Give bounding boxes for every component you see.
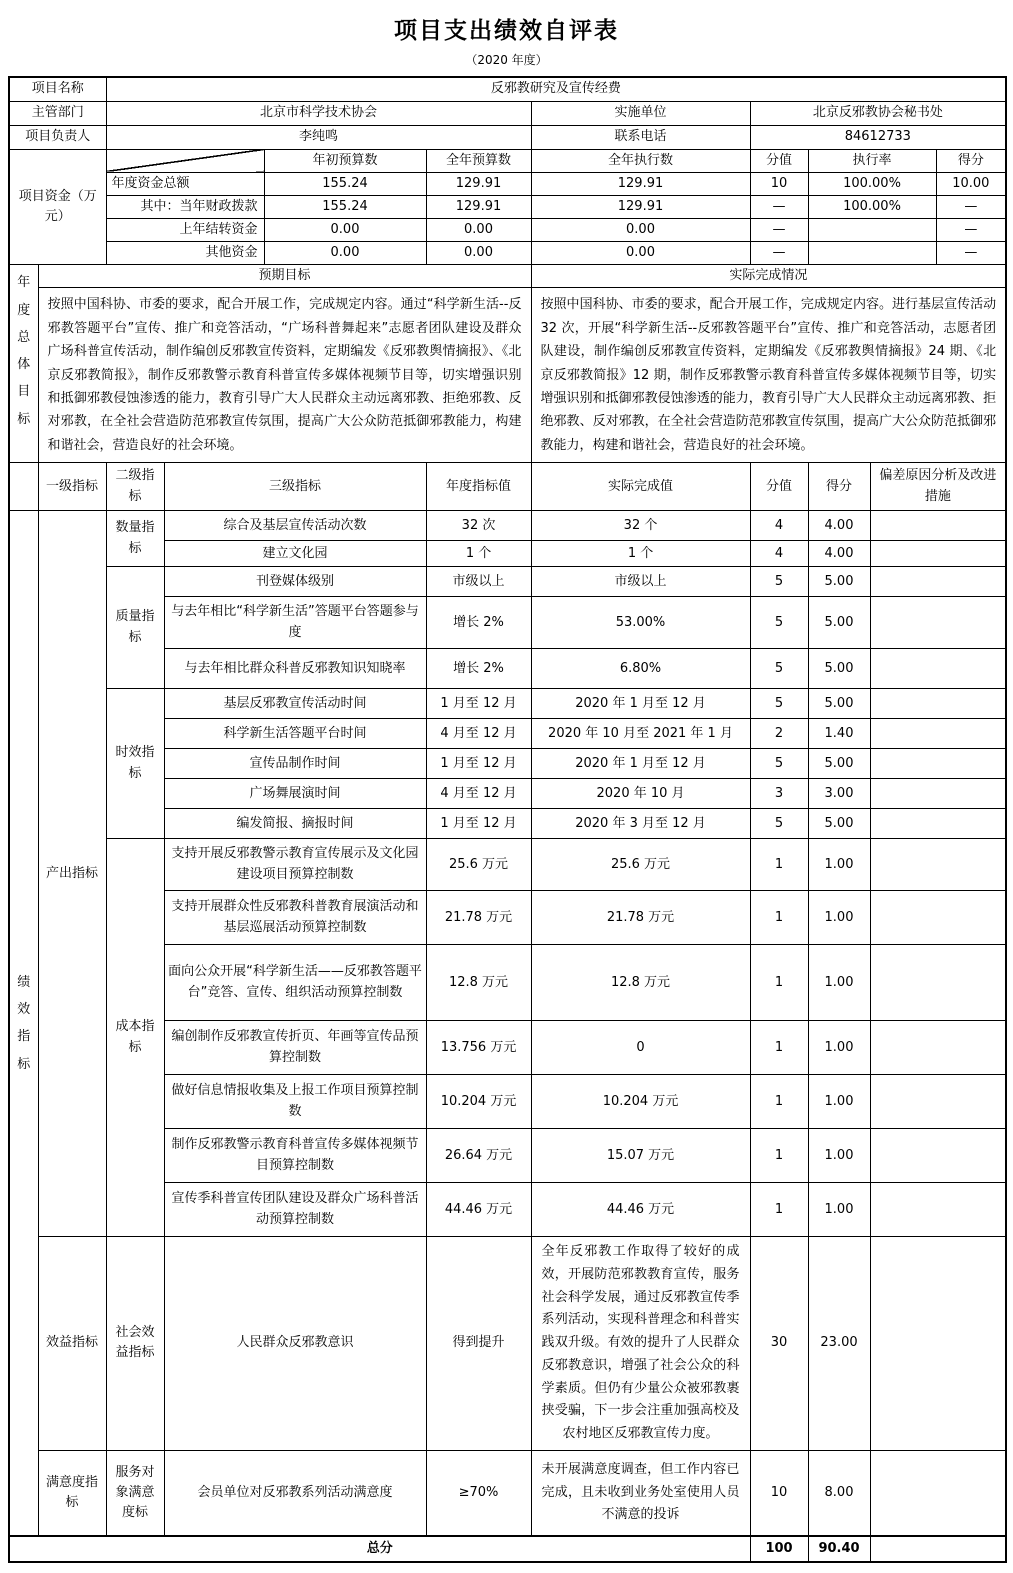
indicator-deviation [870,779,1006,809]
indicator-weight: 1 [750,891,808,945]
phone-value: 84612733 [750,125,1006,149]
funds-row-label: 上年结转资金 [106,218,264,241]
funds-rate: 100.00% [808,172,936,195]
indicator-score: 5.00 [808,649,870,689]
level1-output: 产出指标 [38,511,106,1237]
indicator-name: 会员单位对反邪教系列活动满意度 [164,1450,426,1536]
indicator-name: 与去年相比群众科普反邪教知识知晓率 [164,649,426,689]
indicator-actual: 10.204 万元 [531,1075,750,1129]
indicator-score: 1.00 [808,891,870,945]
indicator-target: 增长 2% [426,597,531,649]
indicator-target: 44.46 万元 [426,1183,531,1237]
indicator-target: 增长 2% [426,649,531,689]
funds-annual: 0.00 [426,218,531,241]
total-row [9,1536,1006,1562]
indicator-weight: 5 [750,567,808,597]
page-title: 项目支出绩效自评表 [394,18,619,44]
indicator-actual: 2020 年 10 月至 2021 年 1 月 [531,719,750,749]
indicator-target: 1 月至 12 月 [426,809,531,839]
table-row [9,77,1006,101]
funds-row [9,242,1006,265]
indicator-target: 1 月至 12 月 [426,689,531,719]
indicator-score: 1.00 [808,945,870,1021]
indicator-actual: 市级以上 [531,567,750,597]
indicator-target: 1 个 [426,541,531,567]
goals-expected-header: 预期目标 [38,265,531,288]
indicator-score: 4.00 [808,541,870,567]
indicator-target: 25.6 万元 [426,839,531,891]
indicator-weight: 1 [750,1075,808,1129]
funds-rate: 100.00% [808,195,936,218]
dept-value: 北京市科学技术协会 [106,101,531,125]
header-actual: 实际完成值 [531,463,750,511]
header-weight: 分值 [750,463,808,511]
performance-side-label [9,511,38,1537]
indicator-deviation [870,719,1006,749]
indicator-name: 宣传季科普宣传团队建设及群众广场科普活动预算控制数 [164,1183,426,1237]
indicator-score: 5.00 [808,689,870,719]
header-target: 年度指标值 [426,463,531,511]
funds-initial: 155.24 [264,195,426,218]
funds-header-score: 得分 [936,149,1006,172]
indicator-name: 基层反邪教宣传活动时间 [164,689,426,719]
total-score: 90.40 [808,1536,870,1562]
indicators-corner-cell [9,463,38,511]
indicator-score: 1.00 [808,1021,870,1075]
indicator-actual: 12.8 万元 [531,945,750,1021]
funds-header-weight: 分值 [750,149,808,172]
indicator-weight: 2 [750,719,808,749]
evaluation-table [8,76,1007,1563]
funds-annual: 129.91 [426,172,531,195]
indicator-actual: 15.07 万元 [531,1129,750,1183]
indicator-actual: 25.6 万元 [531,839,750,891]
funds-weight: — [750,195,808,218]
level1-benefit: 效益指标 [38,1237,106,1451]
level1-satisfaction: 满意度指标 [38,1450,106,1536]
funds-header-annual: 全年预算数 [426,149,531,172]
funds-annual: 129.91 [426,195,531,218]
indicator-target: ≥70% [426,1450,531,1536]
funds-initial: 155.24 [264,172,426,195]
indicator-name: 编发简报、摘报时间 [164,809,426,839]
indicator-actual: 44.46 万元 [531,1183,750,1237]
indicator-deviation [870,1183,1006,1237]
indicator-weight: 5 [750,649,808,689]
indicator-score: 5.00 [808,809,870,839]
indicator-score: 1.00 [808,1075,870,1129]
indicator-row [9,839,1006,891]
goals-content-row [9,288,1006,463]
indicator-weight: 30 [750,1237,808,1451]
indicator-weight: 5 [750,809,808,839]
indicator-target: 4 月至 12 月 [426,719,531,749]
indicator-name: 建立文化园 [164,541,426,567]
funds-header-row [9,149,1006,172]
funds-initial: 0.00 [264,218,426,241]
funds-header-initial: 年初预算数 [264,149,426,172]
leader-label: 项目负责人 [9,125,106,149]
indicator-row [9,567,1006,597]
total-weight: 100 [750,1536,808,1562]
indicator-score: 8.00 [808,1450,870,1536]
indicators-header-row [9,463,1006,511]
indicator-deviation [870,1021,1006,1075]
indicator-row [9,511,1006,541]
indicator-target: 21.78 万元 [426,891,531,945]
funds-weight: 10 [750,172,808,195]
table-row [9,101,1006,125]
indicator-weight: 4 [750,511,808,541]
indicator-weight: 3 [750,779,808,809]
indicator-weight: 1 [750,1183,808,1237]
indicator-actual: 6.80% [531,649,750,689]
leader-value: 李纯鸣 [106,125,531,149]
indicator-name: 综合及基层宣传活动次数 [164,511,426,541]
level2-social: 社会效益指标 [106,1237,164,1451]
indicator-name: 宣传品制作时间 [164,749,426,779]
funds-label: 项目资金（万元） [9,149,106,265]
funds-rate [808,218,936,241]
indicator-name: 制作反邪教警示教育科普宣传多媒体视频节目预算控制数 [164,1129,426,1183]
page-subtitle: （2020 年度） [465,53,548,67]
funds-score: — [936,218,1006,241]
header-level3: 三级指标 [164,463,426,511]
indicator-target: 10.204 万元 [426,1075,531,1129]
indicator-name: 与去年相比“科学新生活”答题平台答题参与度 [164,597,426,649]
indicator-deviation [870,567,1006,597]
indicator-actual: 53.00% [531,597,750,649]
indicator-name: 科学新生活答题平台时间 [164,719,426,749]
indicator-deviation [870,1237,1006,1451]
goals-actual-header: 实际完成情况 [531,265,1006,288]
indicator-actual: 21.78 万元 [531,891,750,945]
indicator-weight: 4 [750,541,808,567]
total-label: 总分 [9,1536,750,1562]
indicator-target: 13.756 万元 [426,1021,531,1075]
indicator-weight: 1 [750,839,808,891]
indicator-score: 1.00 [808,1129,870,1183]
indicator-score: 1.00 [808,839,870,891]
indicator-deviation [870,511,1006,541]
dept-label: 主管部门 [9,101,106,125]
funds-header-executed: 全年执行数 [531,149,750,172]
impl-value: 北京反邪教协会秘书处 [750,101,1006,125]
funds-executed: 0.00 [531,218,750,241]
indicator-actual: 2020 年 10 月 [531,779,750,809]
indicator-score: 5.00 [808,597,870,649]
impl-label: 实施单位 [531,101,750,125]
funds-row-label: 年度资金总额 [106,172,264,195]
indicator-target: 1 月至 12 月 [426,749,531,779]
indicator-target: 市级以上 [426,567,531,597]
indicator-actual: 0 [531,1021,750,1075]
funds-score: — [936,195,1006,218]
indicator-target: 得到提升 [426,1237,531,1451]
level2-quality: 质量指标 [106,567,164,689]
level2-quantity: 数量指标 [106,511,164,567]
indicator-target: 12.8 万元 [426,945,531,1021]
header-deviation: 偏差原因分析及改进措施 [870,463,1006,511]
goals-header-row [9,265,1006,288]
indicator-deviation [870,597,1006,649]
funds-row-label: 其中：当年财政拨款 [106,195,264,218]
indicator-score: 5.00 [808,567,870,597]
header-level1: 一级指标 [38,463,106,511]
diagonal-cell [106,149,264,172]
indicator-score: 1.00 [808,1183,870,1237]
funds-row [9,172,1006,195]
indicator-target: 4 月至 12 月 [426,779,531,809]
indicator-name: 刊登媒体级别 [164,567,426,597]
indicator-actual: 2020 年 3 月至 12 月 [531,809,750,839]
funds-rate [808,242,936,265]
indicator-target: 26.64 万元 [426,1129,531,1183]
funds-row-label: 其他资金 [106,242,264,265]
indicator-score: 5.00 [808,749,870,779]
indicator-row [9,1450,1006,1536]
indicator-deviation [870,891,1006,945]
indicator-deviation [870,649,1006,689]
indicator-name: 支持开展反邪教警示教育宣传展示及文化园建设项目预算控制数 [164,839,426,891]
performance-side-label-text: 绩效指标 [17,974,31,1072]
indicator-deviation [870,809,1006,839]
indicator-weight: 5 [750,689,808,719]
indicator-name: 面向公众开展“科学新生活——反邪教答题平台”竞答、宣传、组织活动预算控制数 [164,945,426,1021]
indicator-name: 编创制作反邪教宣传折页、年画等宣传品预算控制数 [164,1021,426,1075]
indicator-score: 4.00 [808,511,870,541]
funds-weight: — [750,242,808,265]
indicator-score: 3.00 [808,779,870,809]
funds-header-rate: 执行率 [808,149,936,172]
project-name-label: 项目名称 [9,77,106,101]
indicator-weight: 5 [750,597,808,649]
indicator-deviation [870,689,1006,719]
indicator-actual: 全年反邪教工作取得了较好的成效，开展防范邪教教育宣传，服务社会科学发展，通过反邪教宣传季系列活动，实现科普理念和科普实践双升级。有效的提升了人民群众反邪教意识，增强了社会公众的科学素质。但仍有少量公众被邪教裹挟受骗，下一步会注重加强高校及农村地区反邪教宣传力度。 [531,1237,750,1451]
indicator-deviation [870,541,1006,567]
indicator-score: 1.40 [808,719,870,749]
indicator-row [9,1237,1006,1451]
indicator-weight: 1 [750,1129,808,1183]
funds-initial: 0.00 [264,242,426,265]
indicator-weight: 10 [750,1450,808,1536]
level2-service: 服务对象满意度标 [106,1450,164,1536]
indicator-row [9,689,1006,719]
level2-cost: 成本指标 [106,839,164,1237]
indicator-actual: 未开展满意度调查，但工作内容已完成，且未收到业务处室使用人员不满意的投诉 [531,1450,750,1536]
header-level2: 二级指标 [106,463,164,511]
indicator-weight: 1 [750,945,808,1021]
goals-side-label-text: 年度总体目标 [17,275,31,427]
funds-executed: 129.91 [531,195,750,218]
indicator-actual: 1 个 [531,541,750,567]
indicator-actual: 2020 年 1 月至 12 月 [531,749,750,779]
total-deviation [870,1536,1006,1562]
indicator-name: 支持开展群众性反邪教科普教育展演活动和基层巡展活动预算控制数 [164,891,426,945]
phone-label: 联系电话 [531,125,750,149]
indicator-name: 广场舞展演时间 [164,779,426,809]
indicator-weight: 1 [750,1021,808,1075]
indicator-deviation [870,1075,1006,1129]
indicator-deviation [870,1450,1006,1536]
indicator-actual: 32 个 [531,511,750,541]
funds-executed: 0.00 [531,242,750,265]
goals-expected-text: 按照中国科协、市委的要求，配合开展工作，完成规定内容。通过“科学新生活--反邪教答题平台”宣传、推广和竞答活动，“广场科普舞起来”志愿者团队建设及群众广场科普宣传活动，制作编创反邪教宣传资料，定期编发《反邪教舆情摘报》、《北京反邪教简报》，制作反邪教警示教育科普宣传多媒体视频节目等，切实增强识别和抵御邪教侵蚀渗透的能力，教育引导广大人民群众主动远离邪教、拒绝邪教、反对邪教，在全社会营造防范邪教宣传氛围，提高广大公众防范抵御邪教能力，构建和谐社会，营造良好的社会环境。 [38,288,531,463]
funds-weight: — [750,218,808,241]
funds-executed: 129.91 [531,172,750,195]
goals-side-label [9,265,38,463]
funds-score: 10.00 [936,172,1006,195]
indicator-name: 人民群众反邪教意识 [164,1237,426,1451]
indicator-deviation [870,1129,1006,1183]
indicator-weight: 5 [750,749,808,779]
funds-annual: 0.00 [426,242,531,265]
indicator-target: 32 次 [426,511,531,541]
indicator-deviation [870,749,1006,779]
indicator-actual: 2020 年 1 月至 12 月 [531,689,750,719]
header-score: 得分 [808,463,870,511]
table-row [9,125,1006,149]
funds-score: — [936,242,1006,265]
level2-timeliness: 时效指标 [106,689,164,839]
goals-actual-text: 按照中国科协、市委的要求，配合开展工作，完成规定内容。进行基层宣传活动 32 次，开展“科学新生活--反邪教答题平台”宣传、推广和竞答活动，志愿者团队建设，制作编创反邪教宣传资料，定期编发《反邪教舆情摘报》24 期、《北京反邪教简报》12 期，制作反邪教警示教育科普宣传多媒体视频节目等，切实增强识别和抵御邪教侵蚀渗透的能力，教育引导广大人民群众主动远离邪教、拒绝邪教、反对邪教，在全社会营造防范邪教宣传氛围，提高广大公众防范抵御邪教能力，构建和谐社会，营造良好的社会环境。 [531,288,1006,463]
indicator-score: 23.00 [808,1237,870,1451]
project-name-value: 反邪教研究及宣传经费 [106,77,1006,101]
indicator-deviation [870,945,1006,1021]
indicator-name: 做好信息情报收集及上报工作项目预算控制数 [164,1075,426,1129]
indicator-deviation [870,839,1006,891]
funds-row [9,195,1006,218]
funds-row [9,218,1006,241]
